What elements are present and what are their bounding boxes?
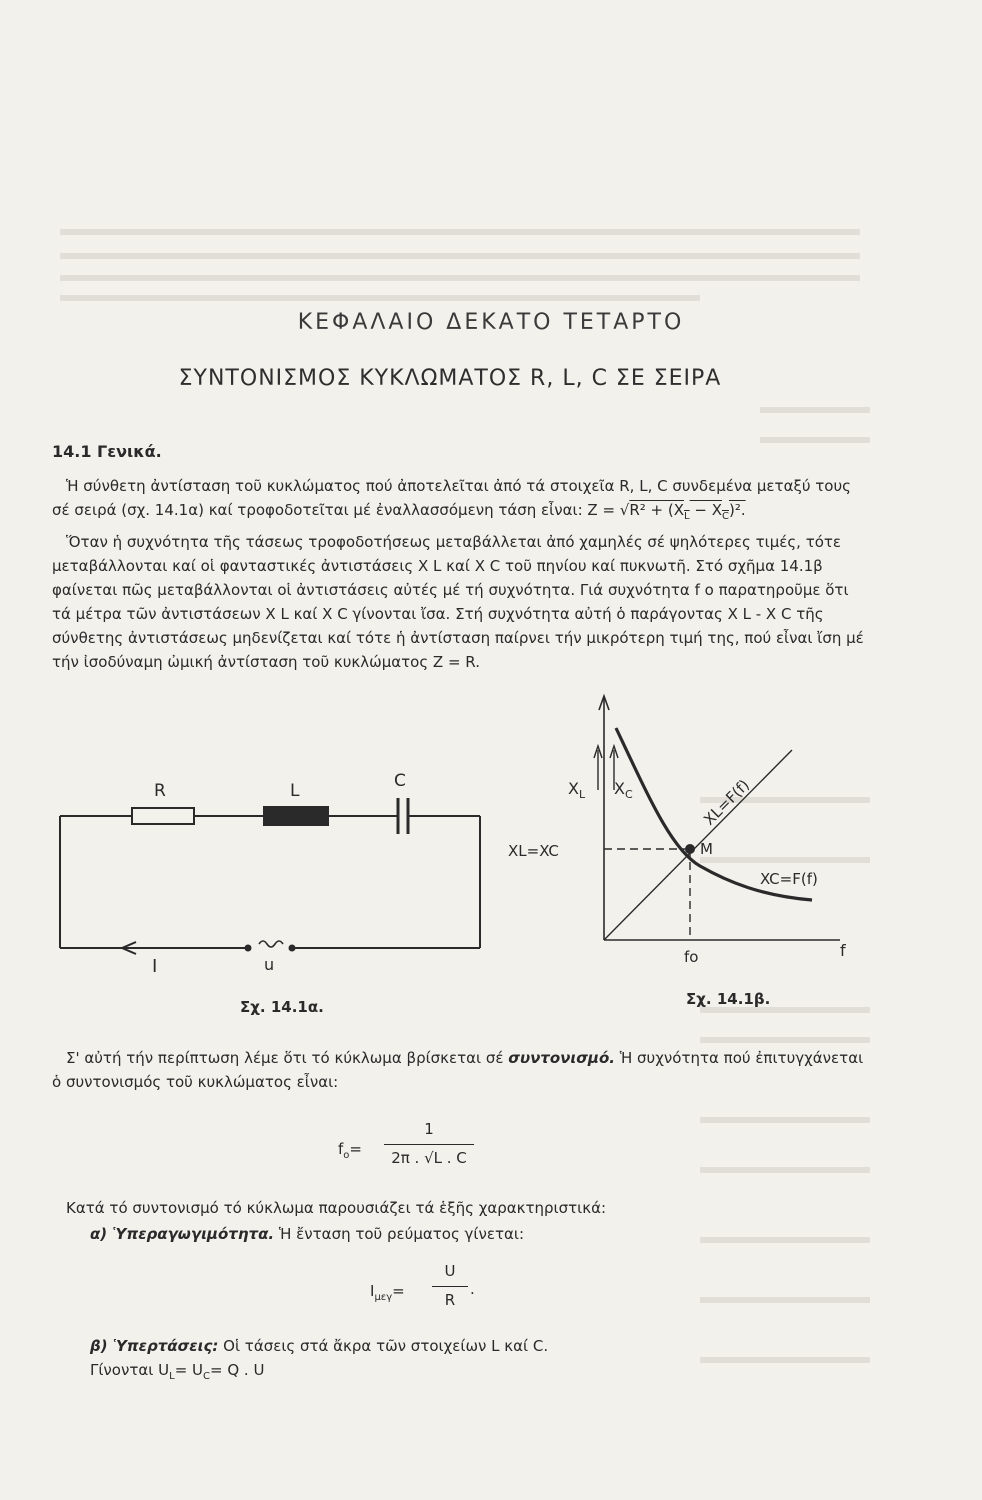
paragraph-resonance [52,1046,872,1094]
impedance-term-minus: − X [689,501,722,519]
eq2-lhs: I [370,1282,375,1300]
eq2-lhs-sub: μεγ [374,1292,393,1303]
resonance-term: συντονισμό. [508,1049,615,1067]
equation-f0-fraction [384,1120,474,1167]
sub-l: L [684,511,690,522]
eq1-equals: = [349,1140,362,1158]
xl-axis-label: $X_L$ [568,779,586,801]
source-label: u [264,955,275,974]
resonance-point [685,844,695,854]
impedance-term-end: )². [728,501,746,519]
f-axis-label: f [840,941,846,960]
capacitor-label: C [394,771,406,791]
eq2-numerator: U [444,1262,456,1280]
voltage-eq-sub-l: L [169,1371,175,1382]
figure-b-caption: Σχ. 14.1β. [686,990,771,1008]
superconductivity-text: Ἡ ἔνταση τοῦ ρεύματος γίνεται: [274,1225,525,1243]
eq2-denominator: R [432,1286,468,1309]
eq1-lhs: f [338,1140,344,1158]
equation-f0-lhs [338,1140,362,1161]
resistor-label: R [154,781,166,801]
equation-current-lhs [370,1282,405,1303]
figure-rlc-circuit [40,760,500,980]
sqrt-symbol: √ [619,501,630,519]
sub-c: C [721,511,729,522]
equation-current-fraction [432,1262,468,1309]
figure-reactance-graph [500,690,880,980]
voltage-eq-part-a: Γίνονται U [90,1361,170,1379]
voltage-eq-sub-c: C [203,1371,210,1382]
paragraph-voltage-equation [90,1358,910,1389]
eq2-period: . [470,1280,475,1298]
voltage-eq-part-e: = Q . U [210,1361,265,1379]
eq1-denominator: 2π . √L . C [384,1144,474,1167]
superconductivity-term: α) Ὑπεραγωγιμότητα. [90,1225,275,1243]
resonance-text-end: Ἡ συχνότητα πού ἐπιτυγχάνεται ὁ συντονισμός τοῦ κυκλώματος εἶναι: [52,1049,864,1091]
voltage-eq-part-c: = U [174,1361,204,1379]
figure-a-caption: Σχ. 14.1α. [240,998,324,1016]
paragraph-frequency: Ὅταν ἡ συχνότητα τῆς τάσεως τροφοδοτήσεως μεταβάλλεται ἀπό χαμηλές σέ ψηλότερες τιμές, τότε μεταβάλλονται καί οἱ φανταστικές ἀντιστάσεις X L καί X C τοῦ πηνίου καί πυκνωτῆ. Στό σχῆμα 14.1β φαίνεται πῶς μεταβάλλονται οἱ ἀντιστάσεις αὐτές μέ τή συχνότητα. Γιά συχνότητα f o παρατηροῦμε ὅτι τά μέτρα τῶν ἀντιστάσεων X L καί X C γίνονται ἴσα. Στή συχνότητα αὐτή ὁ παράγοντας X L - X C τῆς σύνθετης ἀντιστάσεως μηδενίζεται καί τότε ἡ ἀντίσταση παίρνει τήν μικρότερη τιμή της, πού εἶναι ἴση μέ τήν ἰσοδύναμη ὠμική ἀντίσταση τοῦ κυκλώματος Z = R. [52,533,864,671]
xl-eq-xc-label: XL=XC [508,842,559,860]
inductor-label: L [290,781,300,801]
f0-label: fo [684,948,699,966]
paragraph-impedance [52,474,872,529]
resonance-text: Σ' αὐτή τήν περίπτωση λέμε ὅτι τό κύκλωμα βρίσκεται σέ [66,1049,509,1067]
overvoltage-text: Οἱ τάσεις στά ἄκρα τῶν στοιχείων L καί C. [218,1337,549,1355]
xc-axis-label: $X_C$ [614,779,633,801]
xl-function-label: XL=F(f) [700,775,754,829]
eq1-numerator: 1 [424,1120,434,1138]
eq1-lhs-sub: o [343,1150,350,1161]
paragraph-overvoltage [90,1334,910,1358]
current-label: I [152,956,158,977]
paragraph-characteristics: Κατά τό συντονισμό τό κύκλωμα παρουσιάζει τά ἑξῆς χαρακτηριστικά: [66,1199,607,1217]
impedance-term-r: R² + (X [629,501,685,519]
overvoltage-term: β) Ὑπερτάσεις: [90,1337,219,1355]
paragraph-superconductivity [90,1222,910,1246]
xl-line [604,750,792,940]
resonance-point-label: M [700,840,713,858]
chapter-heading: ΚΕΦΑΛΑΙΟ ΔΕΚΑΤΟ ΤΕΤΑΡΤΟ [297,310,685,335]
impedance-text: Ἡ σύνθετη ἀντίσταση τοῦ κυκλώματος πού ἀποτελεῖται ἀπό τά στοιχεῖα R, L, C συνδεμένα μεταξύ τους σέ σειρά (σχ. 14.1α) καί τροφοδοτεῖται μέ ἐναλλασσόμενη τάση εἶναι: Z = [52,477,851,519]
section-heading: 14.1 Γενικά. [52,442,162,461]
eq2-equals: = [392,1282,405,1300]
chapter-title: ΣΥΝΤΟΝΙΣΜΟΣ ΚΥΚΛΩΜΑΤΟΣ R, L, C ΣΕ ΣΕΙΡΑ [178,366,722,391]
xc-function-label: XC=F(f) [760,870,818,888]
